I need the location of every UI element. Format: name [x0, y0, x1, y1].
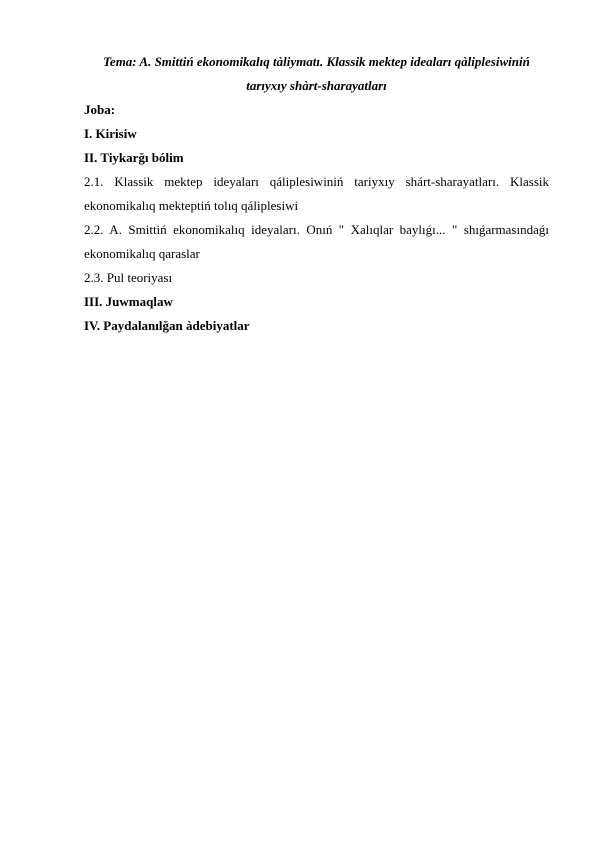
plan-item-introduction: I. Kirisiw	[84, 126, 137, 141]
title-line-2: tarıyxıy shàrt-sharayatları	[246, 78, 387, 93]
plan-item-conclusion: III. Juwmaqlaw	[84, 294, 173, 309]
document-page	[84, 50, 549, 338]
plan-item-references: IV. Paydalanılğan àdebiyatlar	[84, 318, 250, 333]
title-line-1: Tema: A. Smittiń ekonomikalıq tàliymatı. Klassik mektep ideaları qàliplesiwiniń	[103, 54, 530, 69]
plan-item-2-1: 2.1. Klassik mektep ideyaları qáliplesiwiniń tariyxıy shárt-sharayatları. Klassik ekonomikalıq mekteptiń tolıq qáliplesiwi	[84, 174, 549, 213]
plan-label: Joba:	[84, 102, 116, 117]
plan-item-main-part: II. Tiykarğı bólim	[84, 150, 184, 165]
plan-item-2-2: 2.2. A. Smittiń ekonomikalıq ideyaları. Onıń " Xalıqlar baylıǵı... " shıǵarmasındaǵı ekonomikalıq qaraslar	[84, 222, 549, 261]
document-title	[84, 50, 549, 98]
plan-item-2-3: 2.3. Pul teoriyası	[84, 270, 173, 285]
